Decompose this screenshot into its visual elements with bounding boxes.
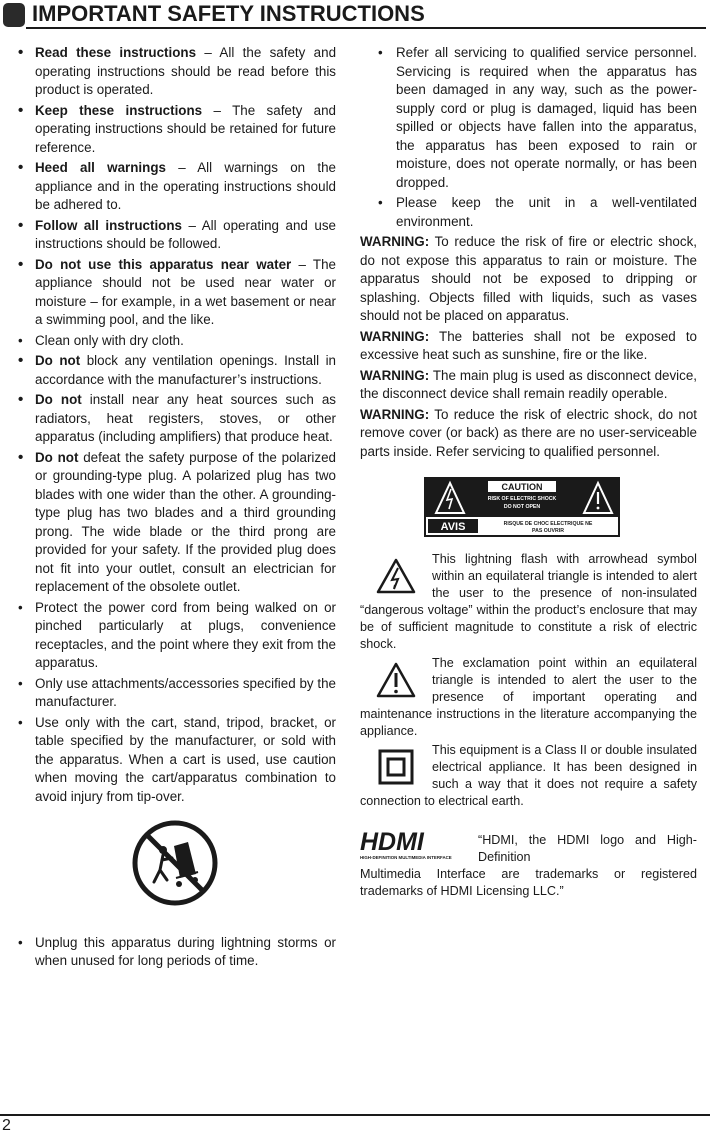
left-instruction-list-end: [14, 934, 336, 971]
list-item: • Unplug this apparatus during lightning storms or when unused for long periods of time.: [14, 934, 336, 971]
warning-paragraph: WARNING: To reduce the risk of fire or electric shock, do not expose this apparatus to rain or moisture. The apparatus should not be exposed to dripping or splashing. Objects filled with liquids, such as vases should not be placed on apparatus.: [360, 234, 697, 323]
list-item: • Read these instructions – All the safety and operating instructions should be read before this product is operated.: [14, 44, 336, 100]
warning-paragraph: WARNING: The batteries shall not be exposed to excessive heat such as sunshine, fire or the like.: [360, 328, 697, 362]
list-item: • Protect the power cord from being walked on or pinched particularly at plugs, convenience receptacles, and the point where they exit from the apparatus.: [14, 599, 336, 673]
list-item: • Do not install near any heat sources such as radiators, heat registers, stoves, or other apparatus (including amplifiers) that produce heat.: [14, 391, 336, 447]
hdmi-note-line-1: “HDMI, the HDMI logo and High-Definition: [478, 832, 697, 864]
svg-text:HDMI: HDMI: [360, 827, 424, 856]
warning-paragraph: WARNING: The main plug is used as disconnect device, the disconnect device shall remain readily operable.: [360, 367, 697, 401]
left-instruction-list: [14, 44, 336, 806]
avis-word: AVIS: [440, 521, 466, 533]
list-item: • Do not use this apparatus near water – The appliance should not be used near water or moisture – for example, in a wet basement or near a swimming pool, and the like.: [14, 256, 336, 330]
list-item: • Refer all servicing to qualified service personnel. Servicing is required when the apparatus has been damaged in any way, such as the power-supply cord or plug is damaged, liquid has been spilled or objects have fallen into the apparatus, the apparatus has been exposed to rain or moisture, does not operate normally, or has been dropped.: [360, 44, 697, 192]
double-square-icon: [378, 749, 414, 785]
caution-label: [424, 477, 697, 543]
header-mark-icon: [3, 3, 25, 27]
symbol-explanation: The exclamation point within an equilateral triangle is intended to alert the user to the presence of important operating and maintenance instructions in the literature accompanying the appliance.: [360, 655, 697, 738]
exclamation-triangle-icon: [376, 662, 416, 698]
cart-tipover-icon: [132, 820, 218, 906]
avis-line-2: PAS OUVRIR: [532, 528, 564, 534]
left-column: [14, 44, 336, 973]
right-column: [360, 44, 697, 900]
hdmi-note-line-2: Multimedia Interface are trademarks or registered trademarks of HDMI Licensing LLC.”: [360, 866, 697, 898]
cart-warning-figure: [14, 820, 336, 912]
page-header: [0, 0, 710, 30]
caution-label-graphic: [424, 477, 620, 537]
list-item: • Keep these instructions – The safety and operating instructions should be retained for future reference.: [14, 102, 336, 158]
lightning-triangle-icon: [376, 558, 416, 594]
page-number: 2: [2, 1117, 11, 1134]
right-instruction-list: [360, 44, 697, 231]
symbol-explanation: This lightning flash with arrowhead symbol within an equilateral triangle is intended to alert the user to the presence of non-insulated “dangerous voltage” within the product’s enclosure that may be of sufficient magnitude to constitute a risk of electric shock.: [360, 551, 697, 651]
list-item: • Only use attachments/accessories specified by the manufacturer.: [14, 675, 336, 712]
list-item: • Do not defeat the safety purpose of the polarized or grounding-type plug. A polarized plug has two blades with one wider than the other. A grounding-type plug has two blades and a third grounding prong. The wide blade or the third prong are provided for your safety. If the provided plug does not fit into your outlet, consult an electrician for replacement of the obsolete outlet.: [14, 449, 336, 597]
warning-paragraph: WARNING: To reduce the risk of electric shock, do not remove cover (or back) as there are no user-serviceable parts inside. Refer servicing to qualified personnel.: [360, 406, 697, 459]
list-item: • Please keep the unit in a well-ventilated environment.: [360, 194, 697, 231]
page-title: IMPORTANT SAFETY INSTRUCTIONS: [32, 1, 425, 26]
list-item: • Heed all warnings – All warnings on the appliance and in the operating instructions should be adhered to.: [14, 159, 336, 215]
list-item: • Follow all instructions – All operating and use instructions should be followed.: [14, 217, 336, 254]
list-item: • Clean only with dry cloth.: [14, 332, 336, 351]
caution-line-1: RISK OF ELECTRIC SHOCK: [487, 496, 557, 502]
footer-rule: [0, 1114, 710, 1116]
list-item: • Do not block any ventilation openings. Install in accordance with the manufacturer’s instructions.: [14, 352, 336, 389]
caution-line-2: DO NOT OPEN: [503, 504, 541, 510]
header-rule: [26, 27, 706, 29]
caution-word: CAUTION: [501, 482, 543, 492]
avis-line-1: RISQUE DE CHOC ELECTRIQUE NE: [503, 521, 593, 527]
svg-text:HIGH-DEFINITION MULTIMEDIA INT: HIGH-DEFINITION MULTIMEDIA INTERFACE: [360, 854, 452, 860]
list-item: • Use only with the cart, stand, tripod, bracket, or table specified by the manufacturer, or sold with the apparatus. When a cart is used, use caution when moving the cart/apparatus combination to avoid injury from tip-over.: [14, 714, 336, 807]
hdmi-logo: [360, 828, 472, 862]
hdmi-trademark: [360, 828, 697, 900]
symbol-explanation: This equipment is a Class II or double insulated electrical appliance. It has been designed in such a way that it does not require a safety connection to electrical earth.: [360, 742, 697, 808]
